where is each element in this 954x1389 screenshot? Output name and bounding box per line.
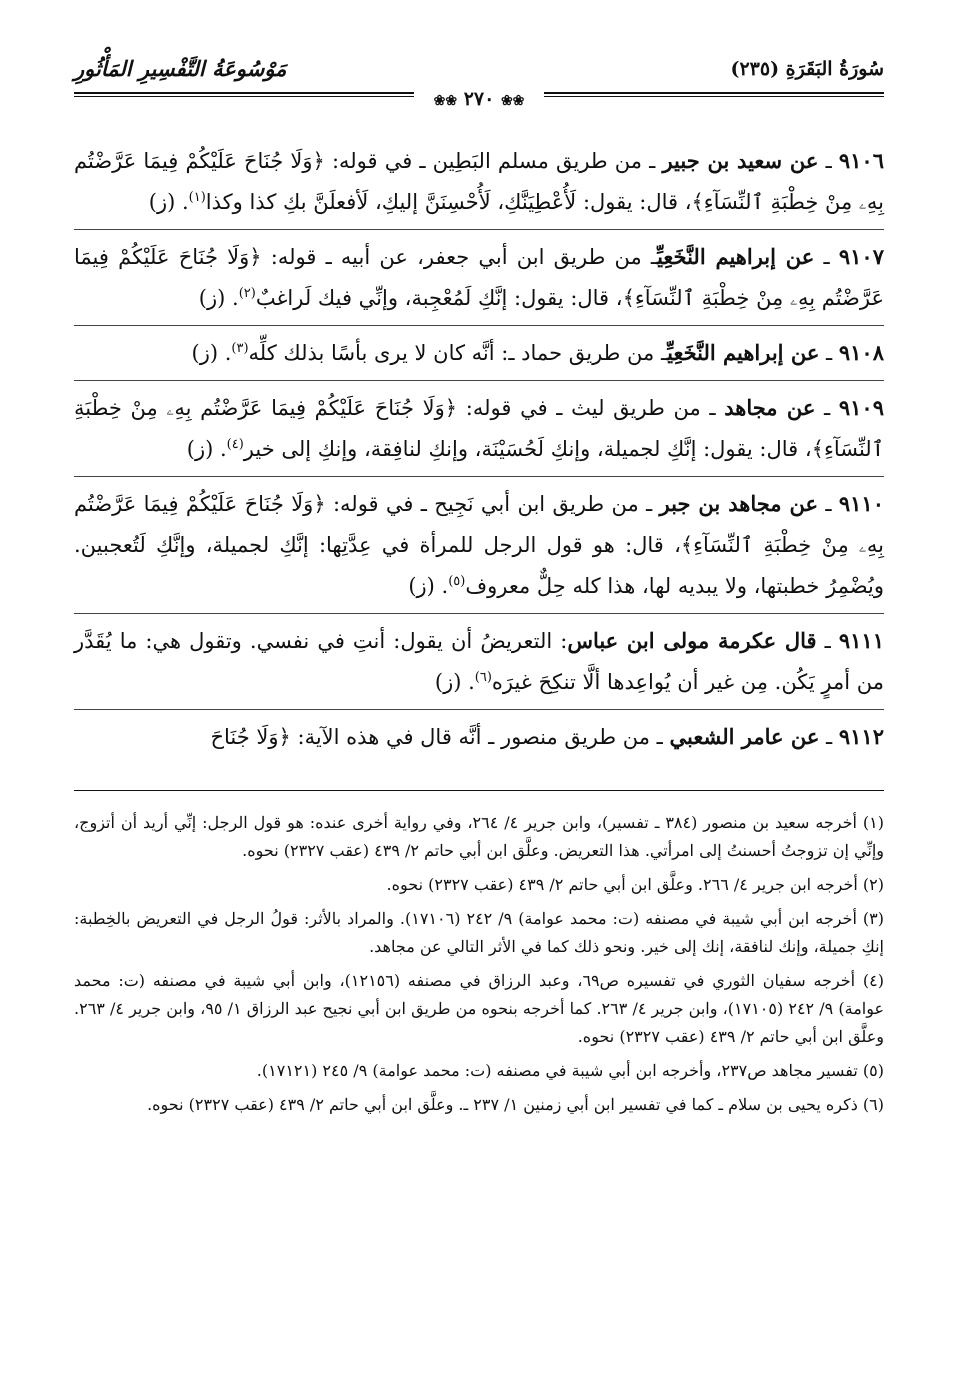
ornament-icon: ❀❀	[433, 93, 458, 109]
footnote-ref: (٤)	[226, 437, 244, 452]
entry-number: ٩١١١	[838, 628, 884, 653]
footnote-ref: (٢)	[238, 286, 256, 301]
quran-verse: ﴿وَلَا جُنَاحَ عَلَيْكُمْ فِيمَا عَرَّضْتُم بِهِۦ مِنْ خِطْبَةِ ٱلنِّسَآءِ﴾	[74, 245, 884, 310]
footnote: (١) أخرجه سعيد بن منصور (٣٨٤ ـ تفسير)، وابن جرير ٤/ ٢٦٤، وفي رواية أخرى عنده: هو قول الرجل: إنِّي أريد أن أتزوج، وإنِّي إن تزوجتُ أحسنتُ إلى امرأتي. هذا التعريض. وعلَّق ابن أبي حاتم ٢/ ٤٣٩ (عقب ٢٣٢٧) نحوه.	[74, 813, 884, 860]
entry-number: ٩١٠٩	[838, 395, 884, 420]
quran-verse: ﴿وَلَا جُنَاحَ	[210, 725, 291, 749]
book-title: مَوْسُوعَةُ التَّفْسِيرِ المَأْثُورِ	[74, 56, 287, 81]
hadith-entry: ٩١١١ ـ قال عكرمة مولى ابن عباس: التعريضُ أن يقول: أنتِ في نفسي. وتقول هي: ما يُقَدَّر من أمرٍ يَكُن. مِن غير أن يُواعِدها ألَّا تنكِحَ غيرَه$^{(٦)}$. (ز)	[74, 620, 884, 710]
entry-author: عن سعيد بن جبير	[662, 148, 819, 173]
quran-verse: ﴿وَلَا جُنَاحَ عَلَيْكُمْ فِيمَا عَرَّضْتُم بِهِۦ مِنْ خِطْبَةِ ٱلنِّسَآءِ﴾	[74, 149, 884, 214]
footnote: (٣) أخرجه ابن أبي شيبة في مصنفه (ت: محمد عوامة) ٩/ ٢٤٢ (١٧١٠٦). والمراد بالأثر: قولُ الرجل في التعريض بالخِطبة: إنكِ جميلة، وإنك لنافقة، إنك إلى خير. ونحو ذلك كما في الأثر التالي عن مجاهد.	[74, 909, 885, 956]
hadith-entry: ٩١٠٧ ـ عن إبراهيم النَّخَعِيِّـ من طريق ابن أبي جعفر، عن أبيه ـ قوله: ﴿وَلَا جُنَاحَ عَلَيْكُمْ فِيمَا عَرَّضْتُم بِهِۦ مِنْ خِطْبَةِ ٱلنِّسَآءِ﴾، قال: يقول: إنَّكِ لَمُعْجِبة، وإنِّي فيك لَراغبٌ$^{(٢)}$. (ز)	[74, 236, 884, 326]
surah-title: سُورَةُ البَقَرَةِ (٢٣٥)	[730, 58, 884, 80]
entry-author: عن عامر الشعبي	[669, 724, 820, 749]
hadith-entry: ٩١١٠ ـ عن مجاهد بن جبر ـ من طريق ابن أبي نَجِيح ـ في قوله: ﴿وَلَا جُنَاحَ عَلَيْكُمْ فِيمَا عَرَّضْتُم بِهِۦ مِنْ خِطْبَةِ ٱلنِّسَآءِ﴾، قال: هو قول الرجل للمرأة في عِدَّتِها: إنَّكِ لجميلة، وإنَّكِ لَتُعجبين. ويُضْمِرُ خطبتها، ولا يبديه لها، هذا كله حِلٌّ معروف$^{(٥)}$. (ز)	[74, 483, 884, 614]
hadith-entry: ٩١٠٨ ـ عن إبراهيم النَّخَعِيِّـ من طريق حماد ـ: أنَّه كان لا يرى بأسًا بذلك كلِّه$^{(٣)}$. (ز)	[74, 332, 884, 381]
footnote: (٤) أخرجه سفيان الثوري في تفسيره ص٦٩، وعبد الرزاق في مصنفه (١٢١٥٦)، وابن أبي شيبة في مصنفه (ت: محمد عوامة) ٩/ ٢٤٢ (١٧١٠٥)، وابن جرير ٤/ ٢٦٣. كما أخرجه بنحوه من طريق ابن أبي نجيح عبد الرزاق ١/ ٩٥، وابن جرير ٤/ ٢٦٣. وعلَّق ابن أبي حاتم ٢/ ٤٣٩ (عقب ٢٣٢٧) نحوه.	[74, 971, 885, 1046]
entry-author: عن مجاهد	[724, 395, 816, 420]
quran-verse: ﴿وَلَا جُنَاحَ عَلَيْكُمْ فِيمَا عَرَّضْتُم بِهِۦ مِنْ خِطْبَةِ ٱلنِّسَآءِ﴾	[74, 396, 884, 461]
quran-verse: ﴿وَلَا جُنَاحَ عَلَيْكُمْ فِيمَا عَرَّضْتُم بِهِۦ مِنْ خِطْبَةِ ٱلنِّسَآءِ﴾	[74, 492, 884, 557]
entry-number: ٩١١٠	[838, 491, 884, 516]
entry-number: ٩١١٢	[838, 724, 884, 749]
page	[74, 52, 884, 1352]
entry-author: عن إبراهيم النَّخَعِيِّ	[657, 244, 815, 269]
footnote-ref: (٥)	[448, 574, 466, 589]
footnote-ref: (٦)	[474, 670, 492, 685]
entry-number: ٩١٠٦	[838, 148, 884, 173]
footnote-ref: (٣)	[231, 341, 249, 356]
hadith-entry: ٩١١٢ ـ عن عامر الشعبي ـ من طريق منصور ـ أنَّه قال في هذه الآية: ﴿وَلَا جُنَاحَ	[210, 724, 884, 749]
entry-author: قال عكرمة مولى ابن عباس	[567, 628, 817, 653]
footnote-separator	[74, 790, 884, 791]
entry-number: ٩١٠٧	[838, 244, 884, 269]
footnote: (٦) ذكره يحيى بن سلام ـ كما في تفسير ابن أبي زمنين ١/ ٢٣٧ ـ. وعلَّق ابن أبي حاتم ٢/ ٤٣٩ (عقب ٢٣٢٧) نحوه.	[147, 1095, 884, 1114]
footnotes	[74, 809, 884, 1119]
footnote-ref: (١)	[188, 190, 206, 205]
page-number: ❀❀ ٢٧٠ ❀❀	[433, 88, 525, 110]
ornament-icon: ❀❀	[500, 93, 525, 109]
hadith-entry: ٩١٠٩ ـ عن مجاهد ـ من طريق ليث ـ في قوله: ﴿وَلَا جُنَاحَ عَلَيْكُمْ فِيمَا عَرَّضْتُم بِهِۦ مِنْ خِطْبَةِ ٱلنِّسَآءِ﴾، قال: يقول: إنَّكِ لجميلة، وإنكِ لَحُسَيْنَة، وإنكِ لنافِقة، وإنكِ إلى خير$^{(٤)}$. (ز)	[74, 387, 884, 477]
footnote: (٥) تفسير مجاهد ص٢٣٧، وأخرجه ابن أبي شيبة في مصنفه (ت: محمد عوامة) ٩/ ٢٤٥ (١٧١٢١).	[256, 1061, 884, 1080]
entry-number: ٩١٠٨	[838, 340, 884, 365]
footnote: (٢) أخرجه ابن جرير ٤/ ٢٦٦. وعلَّق ابن أبي حاتم ٢/ ٤٣٩ (عقب ٢٣٢٧) نحوه.	[386, 875, 884, 894]
hadith-entry: ٩١٠٦ ـ عن سعيد بن جبير ـ من طريق مسلم البَطِين ـ في قوله: ﴿وَلَا جُنَاحَ عَلَيْكُمْ فِيمَا عَرَّضْتُم بِهِۦ مِنْ خِطْبَةِ ٱلنِّسَآءِ﴾، قال: يقول: لَأُعْطِيَنَّكِ، لَأُحْسِنَنَّ إليكِ، لَأفعلَنَّ بكِ كذا وكذا$^{(١)}$. (ز)	[74, 140, 884, 230]
main-text	[74, 140, 884, 764]
entry-author: عن مجاهد بن جبر	[659, 491, 819, 516]
running-header	[74, 52, 884, 110]
entry-author: عن إبراهيم النَّخَعِيِّ	[667, 340, 820, 365]
